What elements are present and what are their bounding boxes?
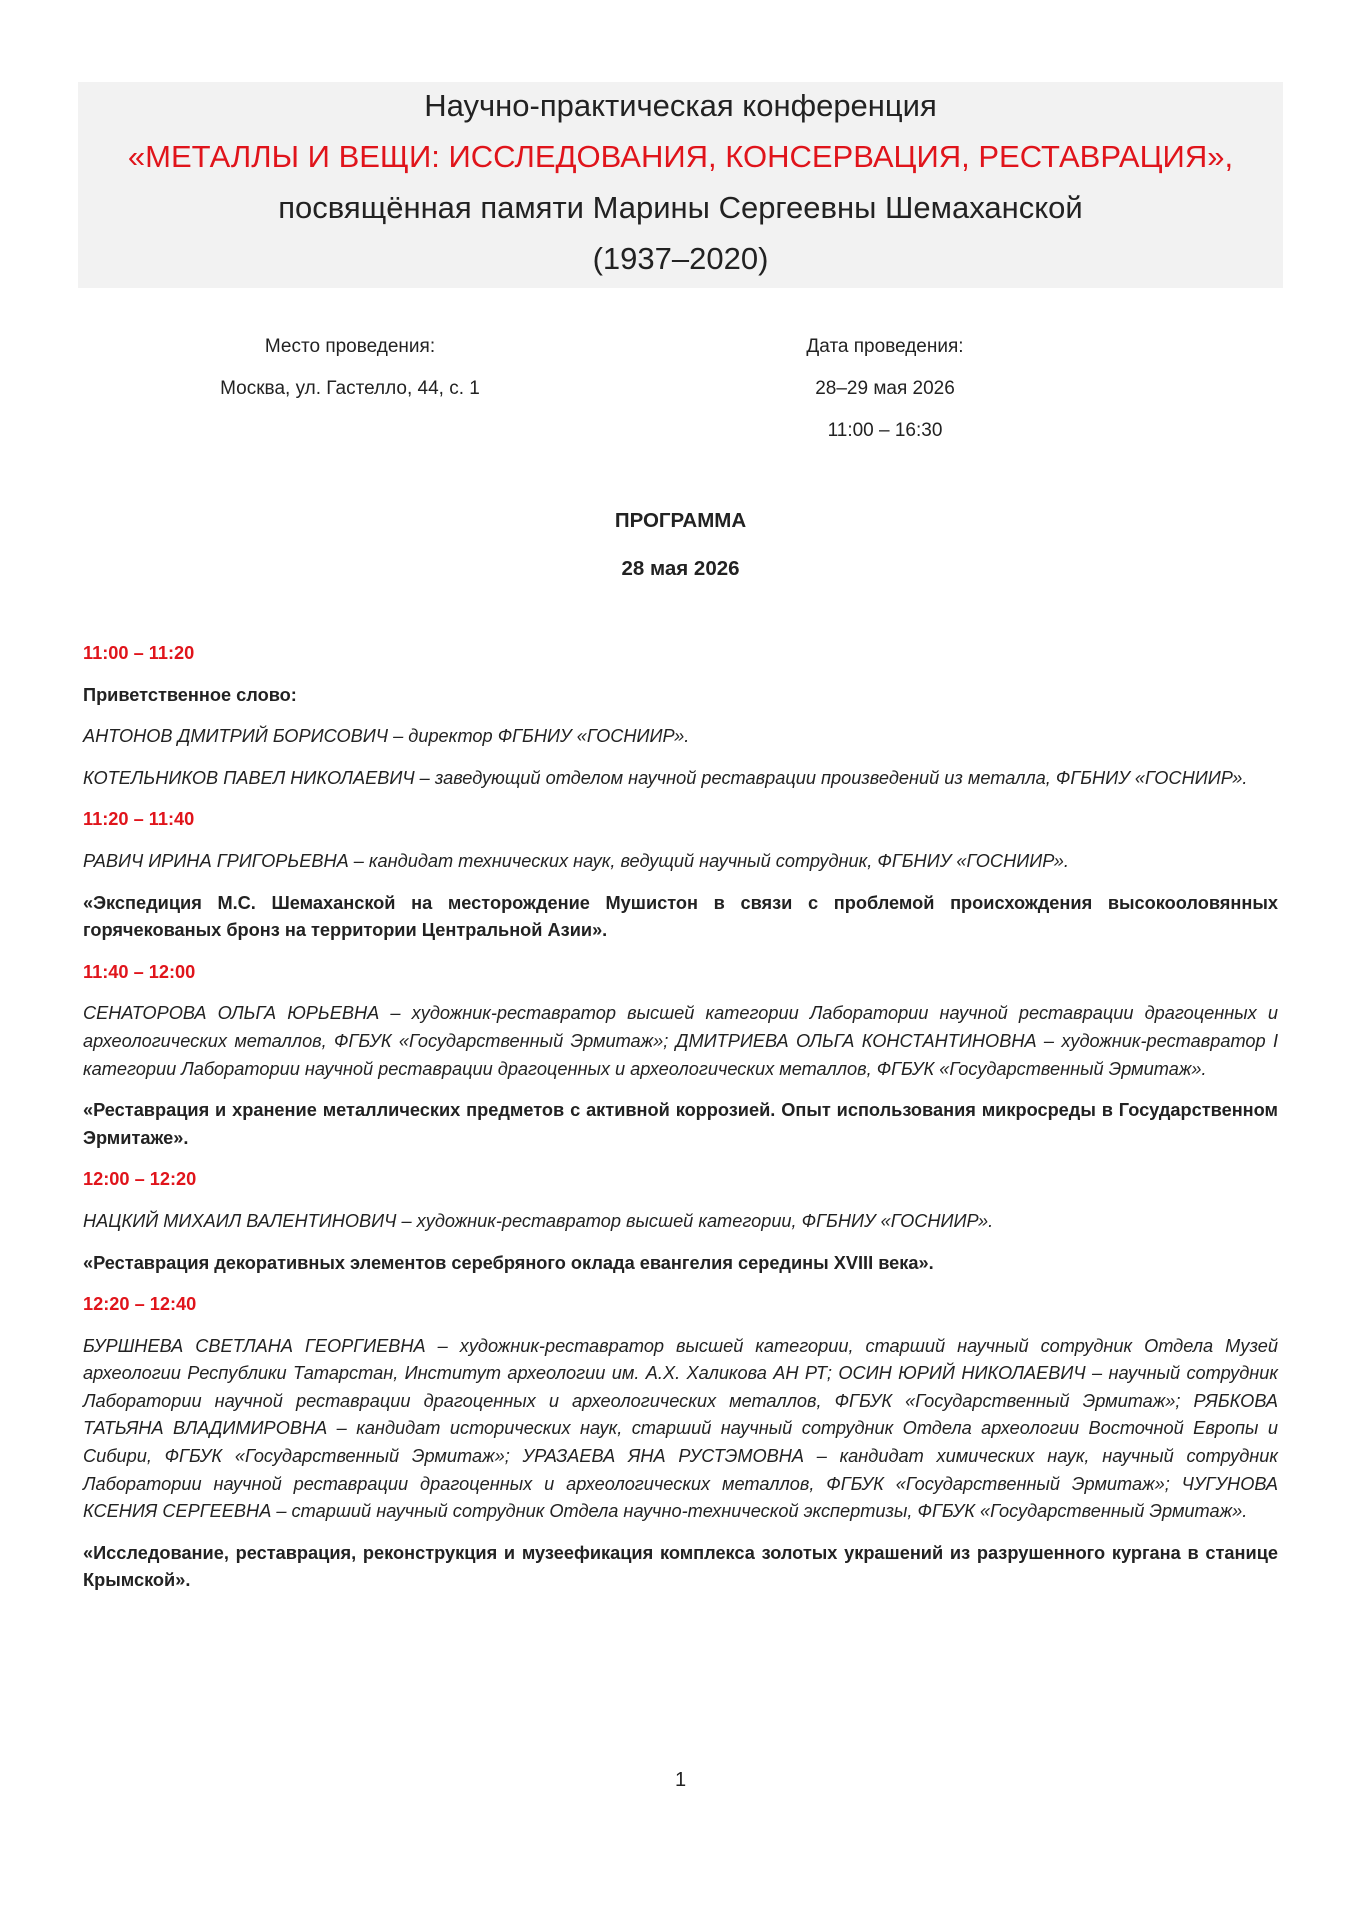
memorial-years: (1937–2020) xyxy=(592,241,769,276)
venue-address: Москва, ул. Гастелло, 44, с. 1 xyxy=(220,378,480,399)
venue-label: Место проведения: xyxy=(264,336,436,357)
conference-dedication: посвящённая памяти Марины Сергеевны Шемаханской xyxy=(278,190,1083,225)
talk-title: «Реставрация и хранение металлических предметов с активной коррозией. Опыт использования микросреды в Государственном Эрмитаже». xyxy=(83,1100,1278,1148)
speaker-info: НАЦКИЙ МИХАИЛ ВАЛЕНТИНОВИЧ – художник-реставратор высшей категории, ФГБНИУ «ГОСНИИР». xyxy=(83,1210,994,1231)
date-label: Дата проведения: xyxy=(806,336,964,357)
session-heading: Приветственное слово: xyxy=(83,684,297,705)
event-hours: 11:00 – 16:30 xyxy=(827,420,943,441)
conference-title: «МЕТАЛЛЫ И ВЕЩИ: ИССЛЕДОВАНИЯ, КОНСЕРВАЦИЯ, РЕСТАВРАЦИЯ», xyxy=(127,139,1234,174)
talk-title: «Экспедиция М.С. Шемаханской на месторождение Мушистон в связи с проблемой происхождения высокооловянных горячекованых бронз на территории Центральной Азии». xyxy=(83,892,1278,941)
page-number: 1 xyxy=(674,1769,687,1791)
session-time: 11:00 – 11:20 xyxy=(83,643,195,663)
program-day: 28 мая 2026 xyxy=(621,557,740,580)
program-title: ПРОГРАММА xyxy=(614,509,747,532)
session-time: 12:00 – 12:20 xyxy=(83,1169,197,1190)
talk-title: «Исследование, реставрация, реконструкция и музеефикация комплекса золотых украшений из разрушенного кургана в станице Крымской». xyxy=(83,1542,1278,1591)
program-schedule xyxy=(83,640,1278,1609)
conference-type: Научно-практическая конференция xyxy=(424,88,937,123)
session-time: 11:40 – 12:00 xyxy=(83,961,196,982)
speaker-info: БУРШНЕВА СВЕТЛАНА ГЕОРГИЕВНА – художник-реставратор высшей категории, старший научный сотрудник Отдела Музей археологии Республики Татарстан, Институт археологии им. А.Х. Халикова АН РТ; ОСИН ЮРИЙ НИКОЛАЕВИЧ – научный сотрудник Лаборатории научной реставрации драгоценных и археологических металлов, ФГБУК «Государственный Эрмитаж»; РЯБКОВА ТАТЬЯНА ВЛАДИМИРОВНА – кандидат исторических наук, старший научный сотрудник Отдела археологии Восточной Европы и Сибири, ФГБУК «Государственный Эрмитаж»; УРАЗАЕВА ЯНА РУСТЭМОВНА – кандидат химических наук, научный сотрудник Лаборатории научной реставрации драгоценных и археологических металлов, ФГБУК «Государственный Эрмитаж»; ЧУГУНОВА КСЕНИЯ СЕРГЕЕВНА – старший научный сотрудник Отдела научно-технической экспертизы, ФГБУК «Государственный Эрмитаж». xyxy=(83,1335,1278,1522)
speaker-info: АНТОНОВ ДМИТРИЙ БОРИСОВИЧ – директор ФГБНИУ «ГОСНИИР». xyxy=(83,726,690,747)
speaker-info: СЕНАТОРОВА ОЛЬГА ЮРЬЕВНА – художник-реставратор высшей категории Лаборатории научной реставрации драгоценных и археологических металлов, ФГБУК «Государственный Эрмитаж»; ДМИТРИЕВА ОЛЬГА КОНСТАНТИНОВНА – художник-реставратор I категории Лаборатории научной реставрации драгоценных и археологических металлов, ФГБУК «Государственный Эрмитаж». xyxy=(83,1003,1278,1079)
event-dates: 28–29 мая 2026 xyxy=(815,378,955,399)
speaker-info: КОТЕЛЬНИКОВ ПАВЕЛ НИКОЛАЕВИЧ – заведующий отделом научной реставрации произведений из металла, ФГБНИУ «ГОСНИИР». xyxy=(83,767,1248,788)
speaker-info: РАВИЧ ИРИНА ГРИГОРЬЕВНА – кандидат технических наук, ведущий научный сотрудник, ФГБНИУ «ГОСНИИР». xyxy=(83,850,1069,871)
session-time: 12:20 – 12:40 xyxy=(83,1294,197,1315)
talk-title: «Реставрация декоративных элементов серебряного оклада евангелия середины XVIII века». xyxy=(83,1252,934,1273)
session-time: 11:20 – 11:40 xyxy=(83,809,195,830)
